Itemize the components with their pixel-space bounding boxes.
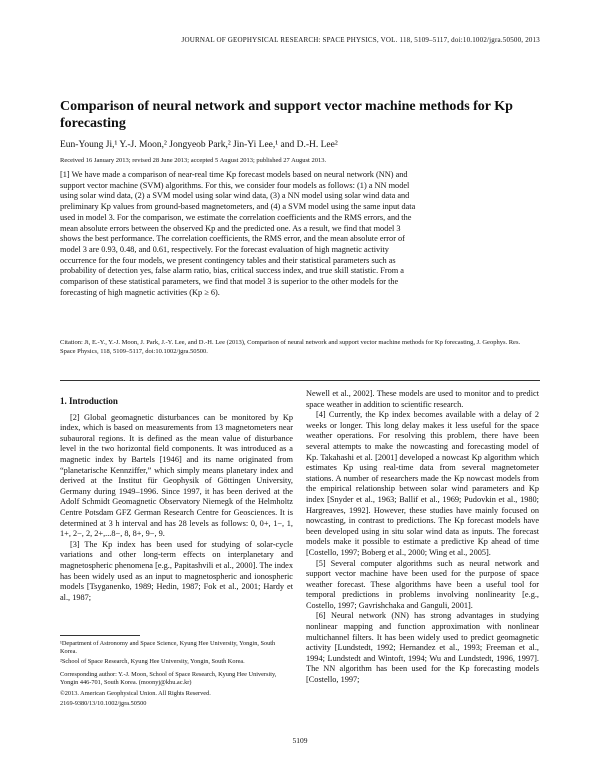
section-heading: 1. Introduction — [60, 396, 118, 406]
paragraph: [6] Neural network (NN) has strong advantages in studying nonlinear mapping and function approximation with nonlinear multichannel filters. It has been widely used to predict geomagnetic activity [Lundstedt, 1992; Hernandez et al., 1993; Freeman et al., 1994; Lundstedt and Wintoft, 1994; Wu and Lundstedt, 1996, 1997]. The NN algorithm has been used for the Kp forecasting models [Costello, 1997; — [306, 611, 539, 685]
running-head: JOURNAL OF GEOPHYSICAL RESEARCH: SPACE PHYSICS, VOL. 118, 5109–5117, doi:10.1002/jgra.50500, 2013 — [181, 36, 540, 44]
footnotes — [60, 640, 293, 710]
section-divider — [60, 380, 540, 381]
abstract: [1] We have made a comparison of near-real time Kp forecast models based on neural network (NN) and support vector machine (SVM) algorithms. For this, we consider four models as follows: (1) a NN model using solar wind data, (2) a SVM model using solar wind data, (3) a NN model using solar wind data and preliminary Kp values from ground-based magnetometers, and (4) a SVM model using the same input data used in model 3. For the comparison, we estimate the correlation coefficients and the RMS errors, and the mean absolute errors between the observed Kp and the predicted one. As a result, we find that model 3 shows the best performance. The correlation coefficients, the RMS error, and the mean absolute error of model 3 are 0.93, 0.48, and 0.61, respectively. For the forecast evaluation of high magnetic activity occurrence for the four models, we present contingency tables and their statistical parameters such as probability of detection yes, false alarm ratio, bias, critical success index, and true skill statistic. From a comparison of these statistical parameters, we find that model 3 is superior to the other models for the forecasting of high magnetic activities (Kp ≥ 6). — [60, 170, 416, 297]
article-dates: Received 16 January 2013; revised 28 June 2013; accepted 5 August 2013; published 27 August 2013. — [60, 157, 327, 164]
copyright: ©2013. American Geophysical Union. All Rights Reserved. — [60, 690, 211, 697]
paragraph: [2] Global geomagnetic disturbances can be monitored by Kp index, which is based on measurements from 13 magnetometers near subauroral regions. It is defined as the mean value of disturbance level in the two horizontal field components. It was introduced as a magnetic index by Bartels [1946] and its name originated from “planetarische Kennziffer,” which simply means planetary index and derived at the Institut für Geophysik of Göttingen University, Germany during 1949–1996. Since 1997, it has been derived at the Adolf Schmidt Geomagnetic Observatory Niemegk of the Helmholtz Centre Potsdam GFZ German Research Centre for Geosciences. It is determined at 3 h interval and has 28 levels as follows: 0, 0+, 1−, 1, 1+, 2−, 2, 2+,...8−, 8, 8+, 9−, 9. — [60, 412, 293, 539]
paragraph: Newell et al., 2002]. These models are used to monitor and to predict space weather in addition to scientific research. — [306, 389, 539, 409]
article-title: Comparison of neural network and support vector machine methods for Kp forecasting — [60, 99, 513, 131]
issn: 2169-9380/13/10.1002/jgra.50500 — [60, 700, 147, 707]
affiliation-1: ¹Department of Astronomy and Space Science, Kyung Hee University, Yongin, South Korea. — [60, 640, 276, 655]
author-list: Eun-Young Ji,¹ Y.-J. Moon,² Jongyeob Park,² Jin-Yi Lee,¹ and D.-H. Lee² — [60, 140, 338, 150]
page-number: 5109 — [292, 736, 308, 745]
corresponding-author: Corresponding author: Y.-J. Moon, School of Space Research, Kyung Hee University, Yongin 446-701, South Korea. (moonyj@khu.ac.kr) — [60, 671, 277, 686]
right-column — [306, 389, 539, 686]
affiliation-2: ²School of Space Research, Kyung Hee University, Yongin, South Korea. — [60, 658, 245, 665]
footnote-divider — [60, 635, 140, 636]
paragraph: [3] The Kp index has been used for studying of solar-cycle variations and other long-term effects on interplanetary and magnetospheric phenomena [e.g., Papitashvili et al., 2000]. The index has been widely used as an input to magnetospheric and ionospheric models [Tsyganenko, 1989; Hedin, 1987; Fok et al., 2001; Hardy et al., 1987; — [60, 539, 293, 602]
paragraph: [4] Currently, the Kp index becomes available with a delay of 2 weeks or longer. This long delay makes it less useful for the space weather operations. For resolving this problem, there have been several attempts to make the nowcasting and forecasting model of Kp. Takahashi et al. [2001] developed a nowcast Kp algorithm which estimates Kp using real-time data from several magnetometer stations. A number of researchers made the Kp nowcast models from the empirical relationship between solar wind parameters and Kp index [Snyder et al., 1963; Ballif et al., 1969; Pudovkin et al., 1980; Hargreaves, 1992]. However, these studies have mainly focused on nowcasting, in contrast to predictions. The Kp forecast models have been developed using in situ solar wind data as inputs. The forecast models make it possible to estimate a predictive Kp ahead of time [Costello, 1997; Boberg et al., 2000; Wing et al., 2005]. — [306, 410, 539, 557]
citation: Citation: Ji, E.-Y., Y.-J. Moon, J. Park, J.-Y. Lee, and D.-H. Lee (2013), Comparison of neural network and support vector machine methods for Kp forecasting, J. Geophys. Res. Space Physics, 118, 5109–5117, doi:10.1002/jgra.50500. — [60, 339, 521, 355]
left-column — [60, 396, 293, 603]
paragraph: [5] Several computer algorithms such as neural network and support vector machine have been used for the purpose of space weather forecast. These algorithms have been a useful tool for temporal predictions in problems involving nonlinearity [e.g., Costello, 1997; Gavrishchaka and Ganguli, 2001]. — [306, 558, 539, 610]
